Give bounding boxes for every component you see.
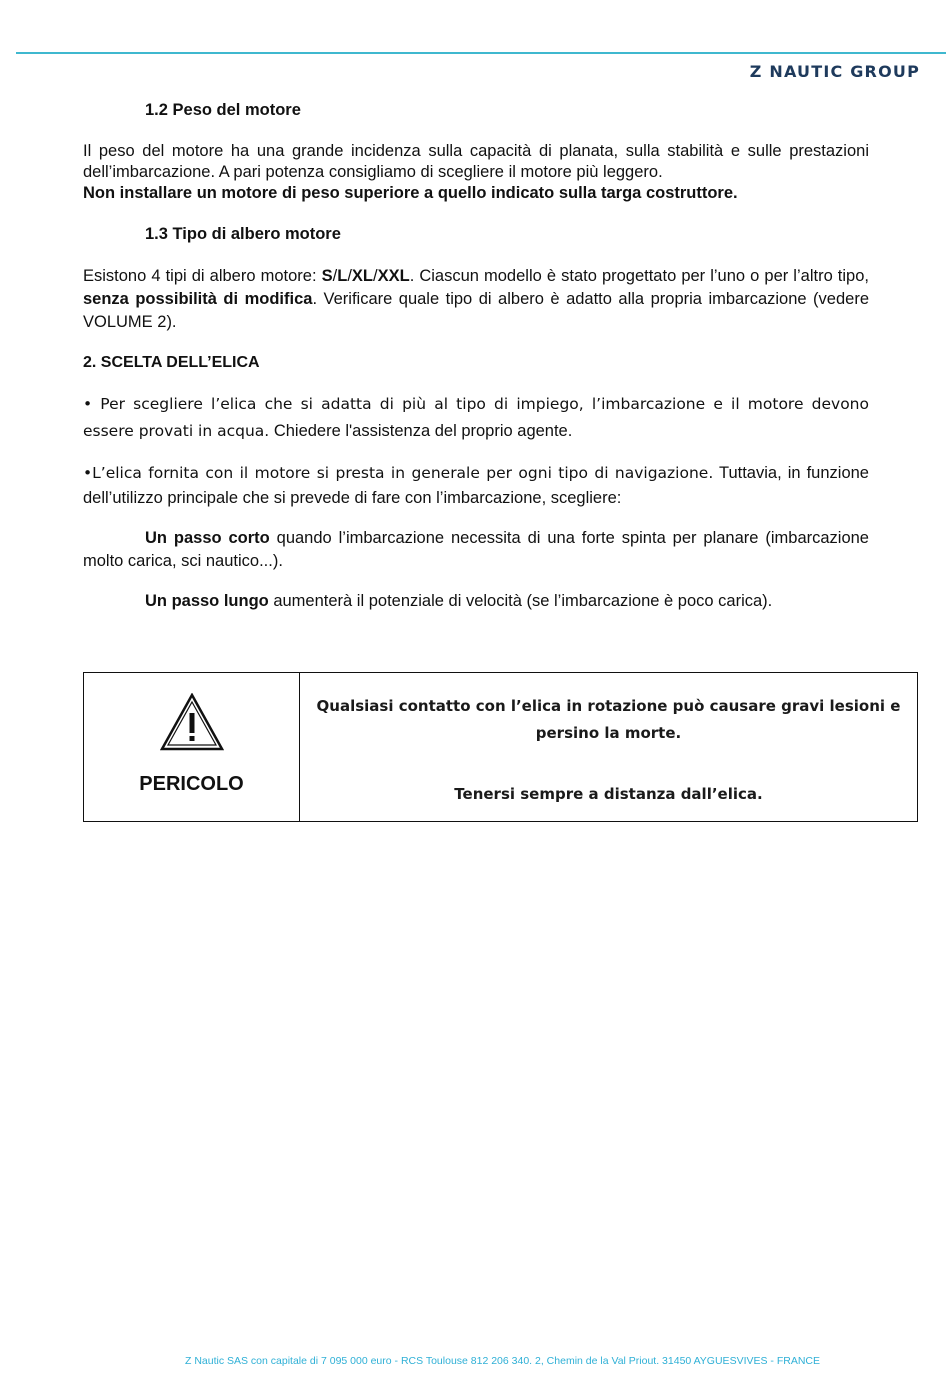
text: Tuttavia, in funzione dell’utilizzo principale che si prevede di fare con l’imbarcazione, scegliere: <box>83 464 869 507</box>
text: Il peso del motore ha una grande incidenza sulla capacità di planata, sulla stabilità e sulle prestazioni dell’imbarcazione. A pari potenza consigliamo di scegliere il motore più leggero. <box>83 142 869 181</box>
text: •L’elica fornita con il motore si presta in generale per ogni tipo di navigazione. <box>83 464 714 482</box>
passo-corto-paragraph <box>83 527 869 573</box>
bold-text: senza possibilità di modifica <box>83 290 313 308</box>
danger-text-cell <box>300 673 917 821</box>
danger-box <box>83 672 918 822</box>
shaft-xl: XL <box>351 267 373 285</box>
section-1-2-warning: Non installare un motore di peso superiore a quello indicato sulla targa costruttore. <box>83 184 738 202</box>
bullet-1 <box>83 391 869 445</box>
section-1-3-paragraph <box>83 265 869 334</box>
bold-text: Un passo lungo <box>145 592 269 610</box>
passo-lungo-paragraph <box>83 591 869 612</box>
danger-message: Qualsiasi contatto con l’elica in rotazione può causare gravi lesioni e persino la morte. <box>316 697 901 742</box>
shaft-s: S <box>321 267 333 285</box>
header-rule <box>16 52 946 54</box>
text: • Per scegliere l’elica che si adatta di più al tipo di impiego, l’imbarcazione e il motore devono essere provati in acqua. <box>83 395 869 440</box>
bold-text: Un passo corto <box>145 529 270 547</box>
warning-triangle-icon <box>160 693 224 751</box>
section-1-2-title: 1.2 Peso del motore <box>145 101 301 119</box>
section-1-2-paragraph <box>83 141 869 183</box>
sep: / <box>373 267 378 285</box>
text: . Verificare quale tipo di albero è adatto alla propria imbarcazione (vedere VOLUME 2). <box>83 290 870 331</box>
text: aumenterà il potenziale di velocità (se l’imbarcazione è poco carica). <box>268 592 773 610</box>
text: Chiedere l'assistenza del proprio agente. <box>269 422 573 440</box>
sep: / <box>332 267 338 285</box>
text: quando l’imbarcazione necessita di una forte spinta per planare (imbarcazione molto carica, sci nautico...). <box>83 529 869 570</box>
shaft-xxl: XXL <box>377 267 410 285</box>
danger-label-cell <box>84 673 300 821</box>
section-2-title: 2. SCELTA DELL’ELICA <box>83 354 260 371</box>
danger-label: PERICOLO <box>139 773 244 795</box>
text: Esistono 4 tipi di albero motore: <box>83 267 322 285</box>
danger-advice: Tenersi sempre a distanza dall’elica. <box>454 785 763 803</box>
sep: / <box>347 267 352 285</box>
document-body <box>83 100 869 612</box>
page-footer: Z Nautic SAS con capitale di 7 095 000 euro - RCS Toulouse 812 206 340. 2, Chemin de la Val Priout. 31450 AYGUESVIVES - FRANCE <box>184 1355 820 1367</box>
bullet-2 <box>83 461 869 511</box>
shaft-l: L <box>337 267 348 285</box>
section-1-3-title: 1.3 Tipo di albero motore <box>145 225 341 243</box>
brand-logo-text: Z NAUTIC GROUP <box>749 62 920 81</box>
text: . Ciascun modello è stato progettato per l’uno o per l’altro tipo, <box>409 267 869 285</box>
